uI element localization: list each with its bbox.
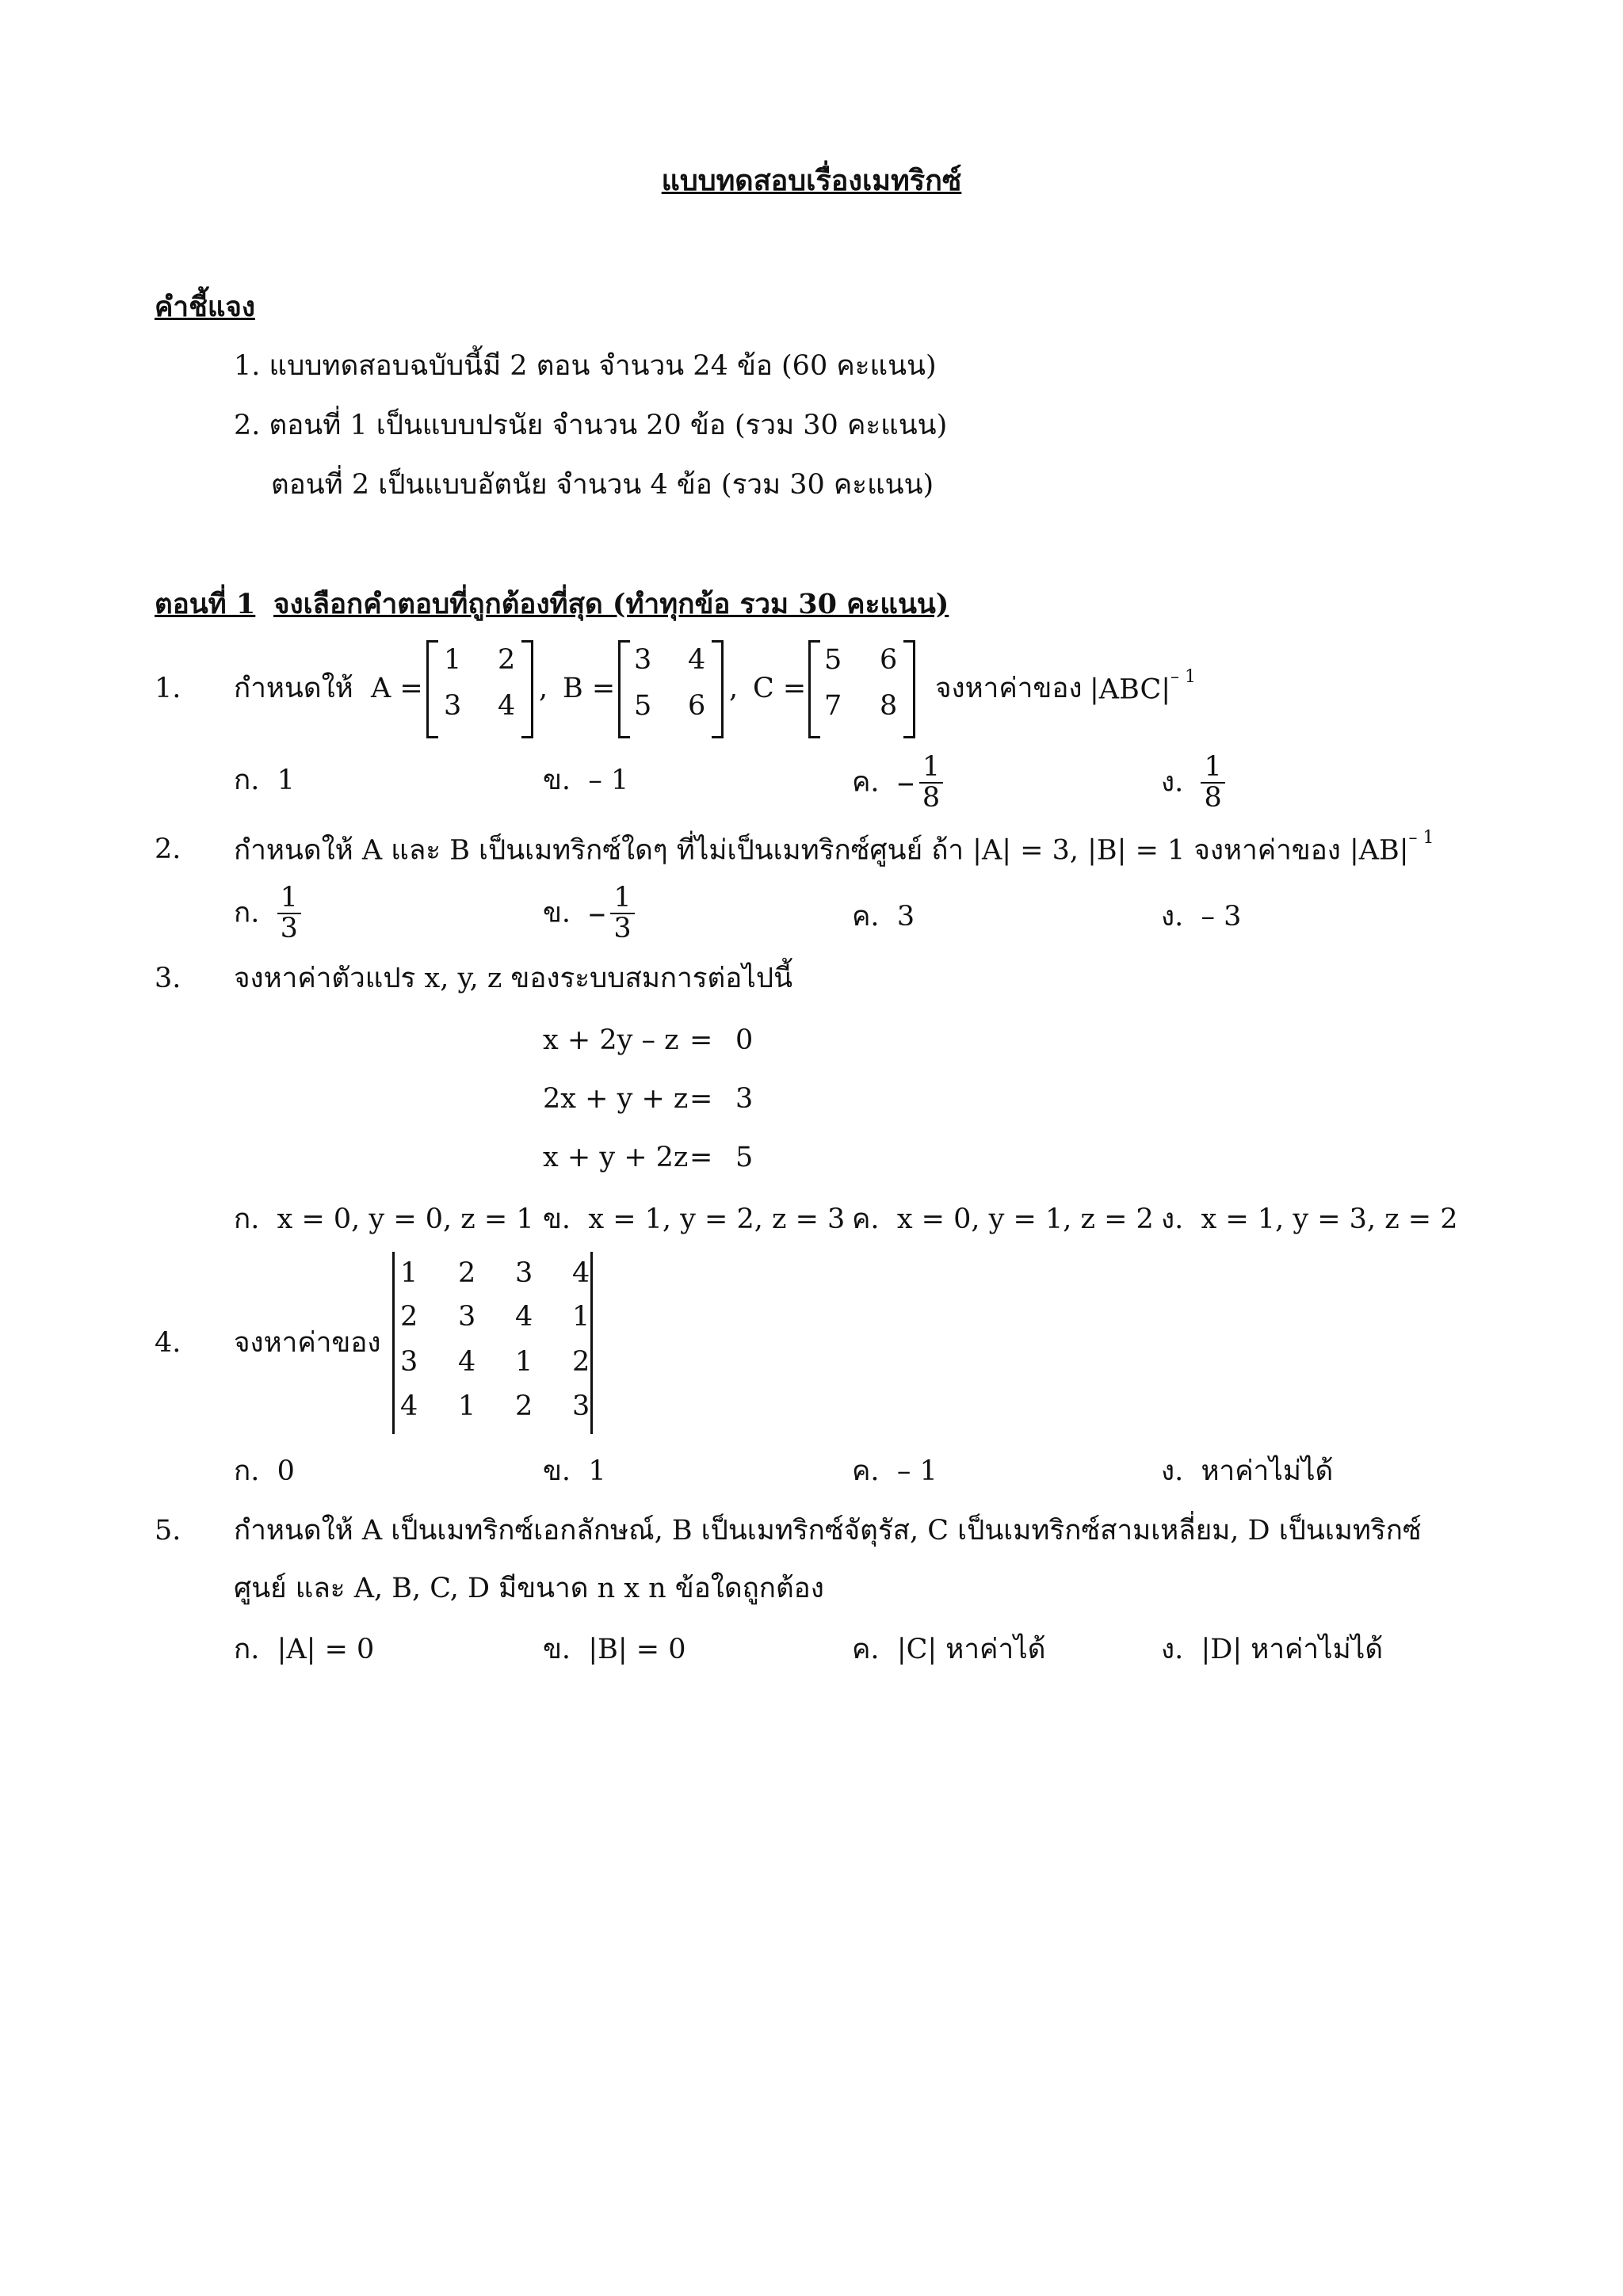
q5-choice-c[interactable]: ค. |C| หาค่าได้ [852, 1634, 1046, 1665]
q5-line1: กำหนดให้ A เป็นเมทริกซ์เอกลักษณ์, B เป็นเมทริกซ์จัตุรัส, C เป็นเมทริกซ์สามเหลี่ยม, D เป็นเมทริกซ์ [234, 1515, 1422, 1547]
instruction-item-1: 1. แบบทดสอบฉบับนี้มี 2 ตอน จำนวน 24 ข้อ (60 คะแนน) [234, 350, 937, 382]
q1-label-c: C = [753, 673, 807, 704]
det-cell: 4 [400, 1390, 418, 1422]
matrix-a-cell: 1 [444, 644, 462, 676]
matrix-b-cell: 5 [634, 690, 652, 722]
q3-choice-a[interactable]: ก. x = 0, y = 0, z = 1 [234, 1203, 534, 1235]
matrix-c-left-bracket [808, 640, 820, 738]
q1-expr: |ABC| [1090, 673, 1171, 706]
det-cell: 1 [572, 1301, 590, 1333]
equation-eq: = [689, 1024, 713, 1056]
matrix-c-cell: 6 [880, 644, 898, 676]
matrix-a-cell: 4 [498, 690, 516, 722]
det-cell: 1 [515, 1346, 533, 1378]
det-cell: 3 [515, 1257, 533, 1289]
q1-choice-c[interactable]: ค. – $\frac{1}{8}$ [852, 753, 943, 813]
det-cell: 3 [400, 1346, 418, 1378]
matrix-c-cell: 7 [824, 690, 842, 722]
part1-label: ตอนที่ 1 [155, 588, 256, 620]
q4-choice-a[interactable]: ก. 0 [234, 1455, 295, 1487]
q2-exponent: – 1 [1408, 828, 1434, 848]
q1-number: 1. [155, 673, 181, 704]
q3-text: จงหาค่าตัวแปร x, y, z ของระบบสมการต่อไปนี้ [234, 963, 793, 994]
instructions-heading: คำชี้แจง [155, 291, 255, 323]
det-cell: 3 [458, 1301, 476, 1333]
q2-choice-d[interactable]: ง. – 3 [1161, 901, 1242, 933]
det-cell: 2 [400, 1301, 418, 1333]
q1-choice-d[interactable]: ง. $\frac{1}{8}$ [1161, 753, 1225, 813]
q4-number: 4. [155, 1327, 181, 1359]
matrix-a-cell: 2 [498, 644, 516, 676]
equation-lhs: 2x + y + z [543, 1083, 689, 1115]
det-cell: 3 [572, 1390, 590, 1422]
matrix-b-left-bracket [618, 640, 630, 738]
q3-choice-c[interactable]: ค. x = 0, y = 1, z = 2 [852, 1203, 1154, 1235]
q3-choice-d[interactable]: ง. x = 1, y = 3, z = 2 [1161, 1203, 1458, 1235]
q1-comma: , [539, 673, 548, 704]
determinant-left-bar [392, 1252, 395, 1434]
determinant-right-bar [590, 1252, 593, 1434]
instruction-item-3: ตอนที่ 2 เป็นแบบอัตนัย จำนวน 4 ข้อ (รวม 30 คะแนน) [271, 469, 934, 501]
matrix-a-right-bracket [521, 640, 533, 738]
q5-choice-b[interactable]: ข. |B| = 0 [543, 1634, 686, 1665]
equation-rhs: 3 [735, 1083, 754, 1115]
q3-number: 3. [155, 963, 181, 994]
matrix-c-cell: 5 [824, 644, 842, 676]
q5-line2: ศูนย์ และ A, B, C, D มีขนาด n x n ข้อใดถูกต้อง [234, 1573, 824, 1604]
q2-text: กำหนดให้ A และ B เป็นเมทริกซ์ใดๆ ที่ไม่เป็นเมทริกซ์ศูนย์ ถ้า |A| = 3, |B| = 1 จงหาค่าของ $|AB|^{- 1}$ [234, 828, 1434, 867]
equation-lhs: x + y + 2z [543, 1142, 689, 1173]
det-cell: 4 [572, 1257, 590, 1289]
instruction-item-2: 2. ตอนที่ 1 เป็นแบบปรนัย จำนวน 20 ข้อ (รวม 30 คะแนน) [234, 410, 948, 441]
det-cell: 2 [515, 1390, 533, 1422]
matrix-b-right-bracket [712, 640, 724, 738]
part1-directive: จงเลือกคำตอบที่ถูกต้องที่สุด (ทำทุกข้อ รวม 30 คะแนน) [273, 588, 949, 620]
matrix-b-cell: 6 [688, 690, 706, 722]
det-cell: 1 [458, 1390, 476, 1422]
q1-choice-a[interactable]: ก. 1 [234, 765, 295, 796]
q4-choice-b[interactable]: ข. 1 [543, 1455, 606, 1487]
equation-eq: = [689, 1083, 713, 1115]
q1-label-b: B = [563, 673, 616, 704]
q1-comma: , [729, 673, 739, 704]
q4-choice-c[interactable]: ค. – 1 [852, 1455, 938, 1487]
det-cell: 2 [458, 1257, 476, 1289]
q4-choice-d[interactable]: ง. หาค่าไม่ได้ [1161, 1455, 1334, 1487]
matrix-b-cell: 3 [634, 644, 652, 676]
q2-choice-b[interactable]: ข. – $\frac{1}{3}$ [543, 883, 635, 944]
equation-lhs: x + 2y – z [543, 1024, 679, 1056]
q5-choice-d[interactable]: ง. |D| หาค่าไม่ได้ [1161, 1634, 1384, 1665]
q1-exponent: – 1 [1170, 667, 1197, 687]
equation-eq: = [689, 1142, 713, 1173]
det-cell: 1 [400, 1257, 418, 1289]
q4-text: จงหาค่าของ [234, 1327, 381, 1359]
q1-ask: จงหาค่าของ [935, 673, 1083, 704]
q5-choice-a[interactable]: ก. |A| = 0 [234, 1634, 375, 1665]
matrix-c-cell: 8 [880, 690, 898, 722]
equation-rhs: 0 [735, 1024, 754, 1056]
q2-choice-c[interactable]: ค. 3 [852, 901, 915, 933]
q1-expression [1090, 667, 1197, 706]
equation-rhs: 5 [735, 1142, 754, 1173]
page-title: แบบทดสอบเรื่องเมทริกซ์ [661, 164, 962, 197]
q2-choice-a[interactable]: ก. $\frac{1}{3}$ [234, 883, 301, 944]
matrix-a-cell: 3 [444, 690, 462, 722]
q5-number: 5. [155, 1515, 181, 1547]
matrix-a-left-bracket [426, 640, 438, 738]
q2-number: 2. [155, 833, 181, 865]
matrix-b-cell: 4 [688, 644, 706, 676]
det-cell: 4 [458, 1346, 476, 1378]
q1-label-a: A = [371, 673, 423, 704]
q1-prefix: กำหนดให้ [234, 673, 353, 704]
q3-choice-b[interactable]: ข. x = 1, y = 2, z = 3 [543, 1203, 846, 1235]
q1-choice-b[interactable]: ข. – 1 [543, 765, 629, 796]
matrix-c-right-bracket [903, 640, 915, 738]
det-cell: 2 [572, 1346, 590, 1378]
det-cell: 4 [515, 1301, 533, 1333]
